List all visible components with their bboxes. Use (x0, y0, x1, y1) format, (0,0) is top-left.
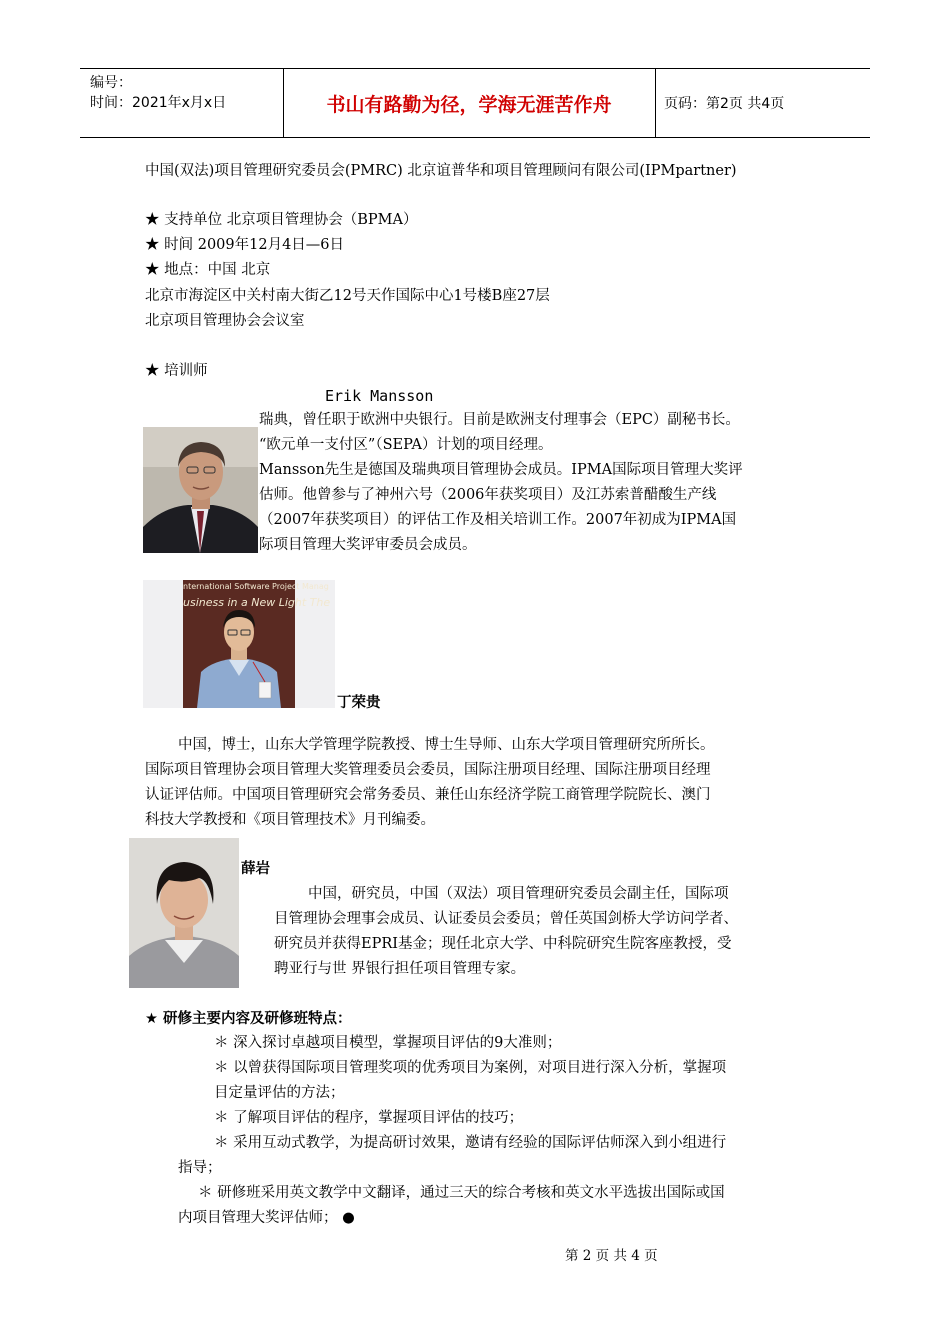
header-meta (90, 73, 226, 113)
trainer1-photo (143, 427, 258, 553)
event-address: 北京市海淀区中关村南大街乙12号天作国际中心1号楼B座27层 (145, 288, 550, 304)
content-heading: ★ 研修主要内容及研修班特点： (145, 1011, 352, 1027)
trainer3-bio-line: 中国，研究员，中国（双法）项目管理研究委员会副主任，国际项 (308, 886, 729, 902)
trainer3-photo (129, 838, 239, 988)
trainer2-photo (143, 580, 335, 708)
page-header (80, 68, 870, 138)
portrait-image (183, 580, 331, 708)
trainer1-bio-line: 际项目管理大奖评审委员会成员。 (259, 537, 477, 553)
trainer1-bio-line: Mansson先生是德国及瑞典项目管理协会成员。IPMA国际项目管理大奖评 (259, 462, 743, 478)
header-divider (655, 69, 656, 137)
content-item: ＊ 以曾获得国际项目管理奖项的优秀项目为案例，对项目进行深入分析，掌握项 (214, 1060, 727, 1076)
motto: 书山有路勤为径，学海无涯苦作舟 (326, 93, 612, 116)
trainer1-bio-line: 瑞典，曾任职于欧洲中央银行。目前是欧洲支付理事会（EPC）副秘书长。 (259, 412, 740, 428)
content-item: 内项目管理大奖评估师； ● (178, 1210, 355, 1226)
content-item: ＊ 深入探讨卓越项目模型，掌握项目评估的9大准则； (214, 1035, 562, 1051)
content-item: ＊ 研修班采用英文教学中文翻译，通过三天的综合考核和英文水平选拔出国际或国 (198, 1185, 725, 1201)
content-item: ＊ 采用互动式教学，为提高研讨效果，邀请有经验的国际评估师深入到小组进行 (214, 1135, 727, 1151)
trainer3-bio-line: 聘亚行与世 界银行担任项目管理专家。 (274, 961, 526, 977)
trainer2-bio-line: 国际项目管理协会项目管理大奖管理委员会委员，国际注册项目经理、国际注册项目经理 (145, 762, 711, 778)
trainer2-bio-line: 科技大学教授和《项目管理技术》月刊编委。 (145, 812, 435, 828)
trainer2-bio-line: 中国，博士，山东大学管理学院教授、博士生导师、山东大学项目管理研究所所长。 (178, 737, 715, 753)
trainer1-name: Erik Mansson (325, 387, 434, 405)
trainer3-bio-line: 研究员并获得EPRI基金；现任北京大学、中科院研究生院客座教授，受 (274, 936, 732, 952)
event-time: ★ 时间 2009年12月4日—6日 (145, 237, 345, 253)
trainer3-name: 薛岩 (241, 861, 270, 877)
trainer3-bio-line: 目管理协会理事会成员、认证委员会委员；曾任英国剑桥大学访问学者、 (274, 911, 738, 927)
event-room: 北京项目管理协会会议室 (145, 313, 305, 329)
trainer1-bio-line: 估师。他曾参与了神州六号（2006年获奖项目）及江苏索普醋酸生产线 (259, 487, 717, 503)
trainer1-bio-line: （2007年获奖项目）的评估工作及相关培训工作。2007年初成为IPMA国 (259, 512, 737, 528)
trainer2-bio-line: 认证评估师。中国项目管理研究会常务委员、兼任山东经济学院工商管理学院院长、澳门 (145, 787, 711, 803)
trainers-heading: ★ 培训师 (145, 363, 208, 379)
content-item: 指导； (178, 1160, 222, 1176)
page-info: 页码：第2页 共4页 (664, 96, 785, 112)
content-item: 目定量评估的方法； (214, 1085, 345, 1101)
content-item: ＊ 了解项目评估的程序，掌握项目评估的技巧； (214, 1110, 524, 1126)
number-label: 编号： (90, 75, 132, 91)
portrait-image (129, 838, 239, 988)
page-footer: 第 2 页 共 4 页 (565, 1248, 658, 1264)
trainer2-name: 丁荣贵 (337, 695, 381, 711)
banner-text: nternational Software Project Manag (183, 582, 329, 591)
date-label: 时间：2021年x月x日 (90, 95, 227, 111)
trainer1-bio-line: “欧元单一支付区”（SEPA）计划的项目经理。 (259, 437, 553, 453)
event-place: ★ 地点：中国 北京 (145, 262, 271, 278)
portrait-image (143, 427, 258, 553)
support-unit: ★ 支持单位 北京项目管理协会（BPMA） (145, 212, 418, 228)
organizers: 中国(双法)项目管理研究委员会(PMRC) 北京谊普华和项目管理顾问有限公司(IPMpartner) (145, 163, 737, 179)
banner-text: usiness in a New Light The (183, 596, 331, 609)
